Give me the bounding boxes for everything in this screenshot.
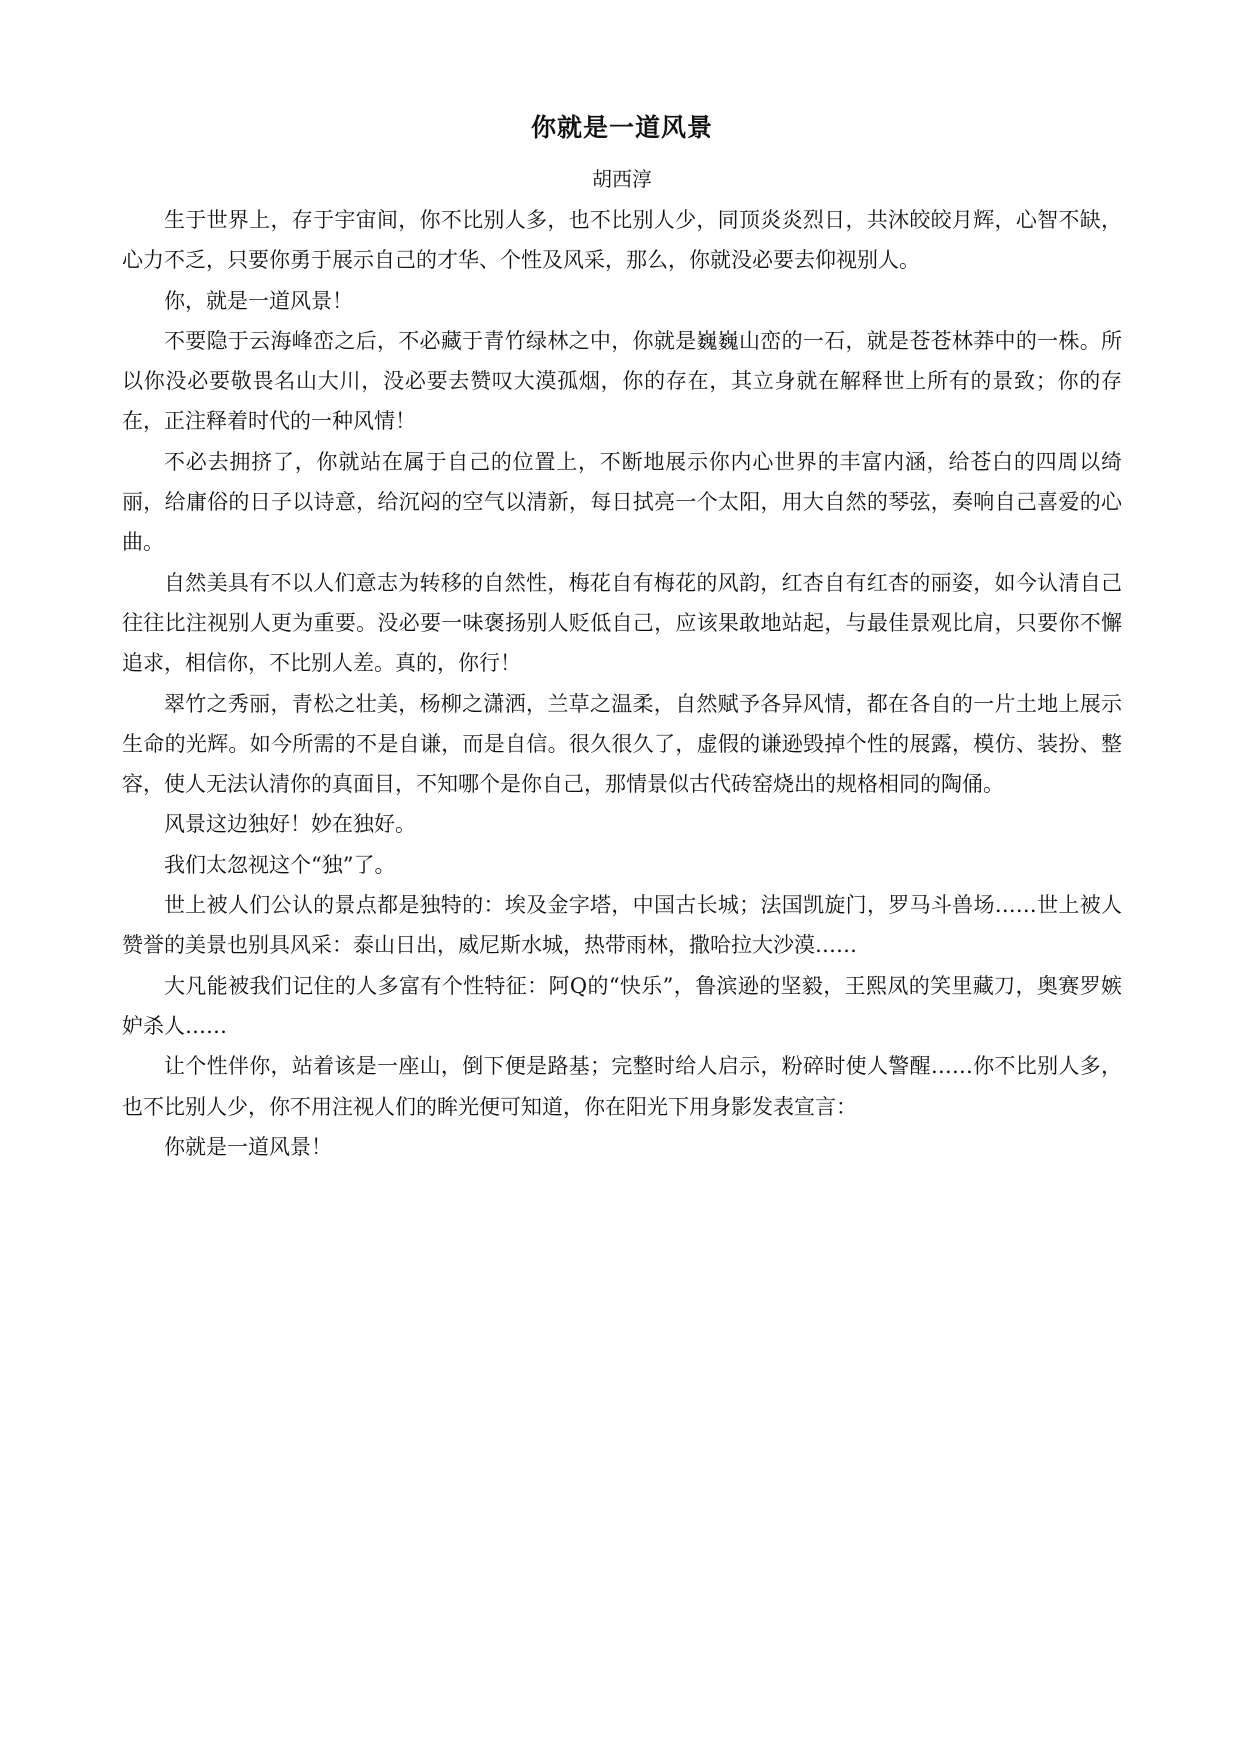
paragraph: 你就是一道风景！ <box>164 1134 332 1159</box>
paragraph: 你，就是一道风景！ <box>164 288 353 313</box>
essay-body <box>122 200 1122 1167</box>
paragraph: 我们太忽视这个“独”了。 <box>164 852 396 877</box>
paragraph: 大凡能被我们记住的人多富有个性特征：阿Q的“快乐”，鲁滨逊的坚毅，王熙凤的笑里藏刀，奥赛罗嫉妒杀人…… <box>122 973 1122 1038</box>
paragraph: 风景这边独好！妙在独好。 <box>164 812 416 837</box>
essay-title: 你就是一道风景 <box>530 113 713 142</box>
paragraph: 世上被人们公认的景点都是独特的：埃及金字塔，中国古长城；法国凯旋门，罗马斗兽场……世上被人赞誉的美景也别具风采：泰山日出，威尼斯水城，热带雨林，撒哈拉大沙漠…… <box>122 893 1122 958</box>
paragraph: 不要隐于云海峰峦之后，不必藏于青竹绿林之中，你就是巍巍山峦的一石，就是苍苍林莽中的一株。所以你没必要敬畏名山大川，没必要去赞叹大漠孤烟，你的存在，其立身就在解释世上所有的景致；你的存在，正注释着时代的一种风情！ <box>122 328 1122 434</box>
paragraph: 自然美具有不以人们意志为转移的自然性，梅花自有梅花的风韵，红杏自有红杏的丽姿，如今认清自己往往比注视别人更为重要。没必要一味褒扬别人贬低自己，应该果敢地站起，与最佳景观比肩，只要你不懈追求，相信你，不比别人差。真的，你行！ <box>122 570 1122 676</box>
paragraph: 生于世界上，存于宇宙间，你不比别人多，也不比别人少，同顶炎炎烈日，共沐皎皎月辉，心智不缺，心力不乏，只要你勇于展示自己的才华、个性及风采，那么，你就没必要去仰视别人。 <box>122 208 1122 273</box>
paragraph: 不必去拥挤了，你就站在属于自己的位置上，不断地展示你内心世界的丰富内涵，给苍白的四周以绮丽，给庸俗的日子以诗意，给沉闷的空气以清新，每日拭亮一个太阳，用大自然的琴弦，奏响自己喜爱的心曲。 <box>122 449 1122 555</box>
document-page <box>122 108 1122 1167</box>
paragraph: 让个性伴你，站着该是一座山，倒下便是路基；完整时给人启示，粉碎时使人警醒……你不比别人多，也不比别人少，你不用注视人们的眸光便可知道，你在阳光下用身影发表宣言： <box>122 1054 1122 1119</box>
essay-author: 胡西淳 <box>592 167 652 191</box>
paragraph: 翠竹之秀丽，青松之壮美，杨柳之潇洒，兰草之温柔，自然赋予各异风情，都在各自的一片土地上展示生命的光辉。如今所需的不是自谦，而是自信。很久很久了，虚假的谦逊毁掉个性的展露，模仿、装扮、整容，使人无法认清你的真面目，不知哪个是你自己，那情景似古代砖窑烧出的规格相同的陶俑。 <box>122 691 1122 797</box>
